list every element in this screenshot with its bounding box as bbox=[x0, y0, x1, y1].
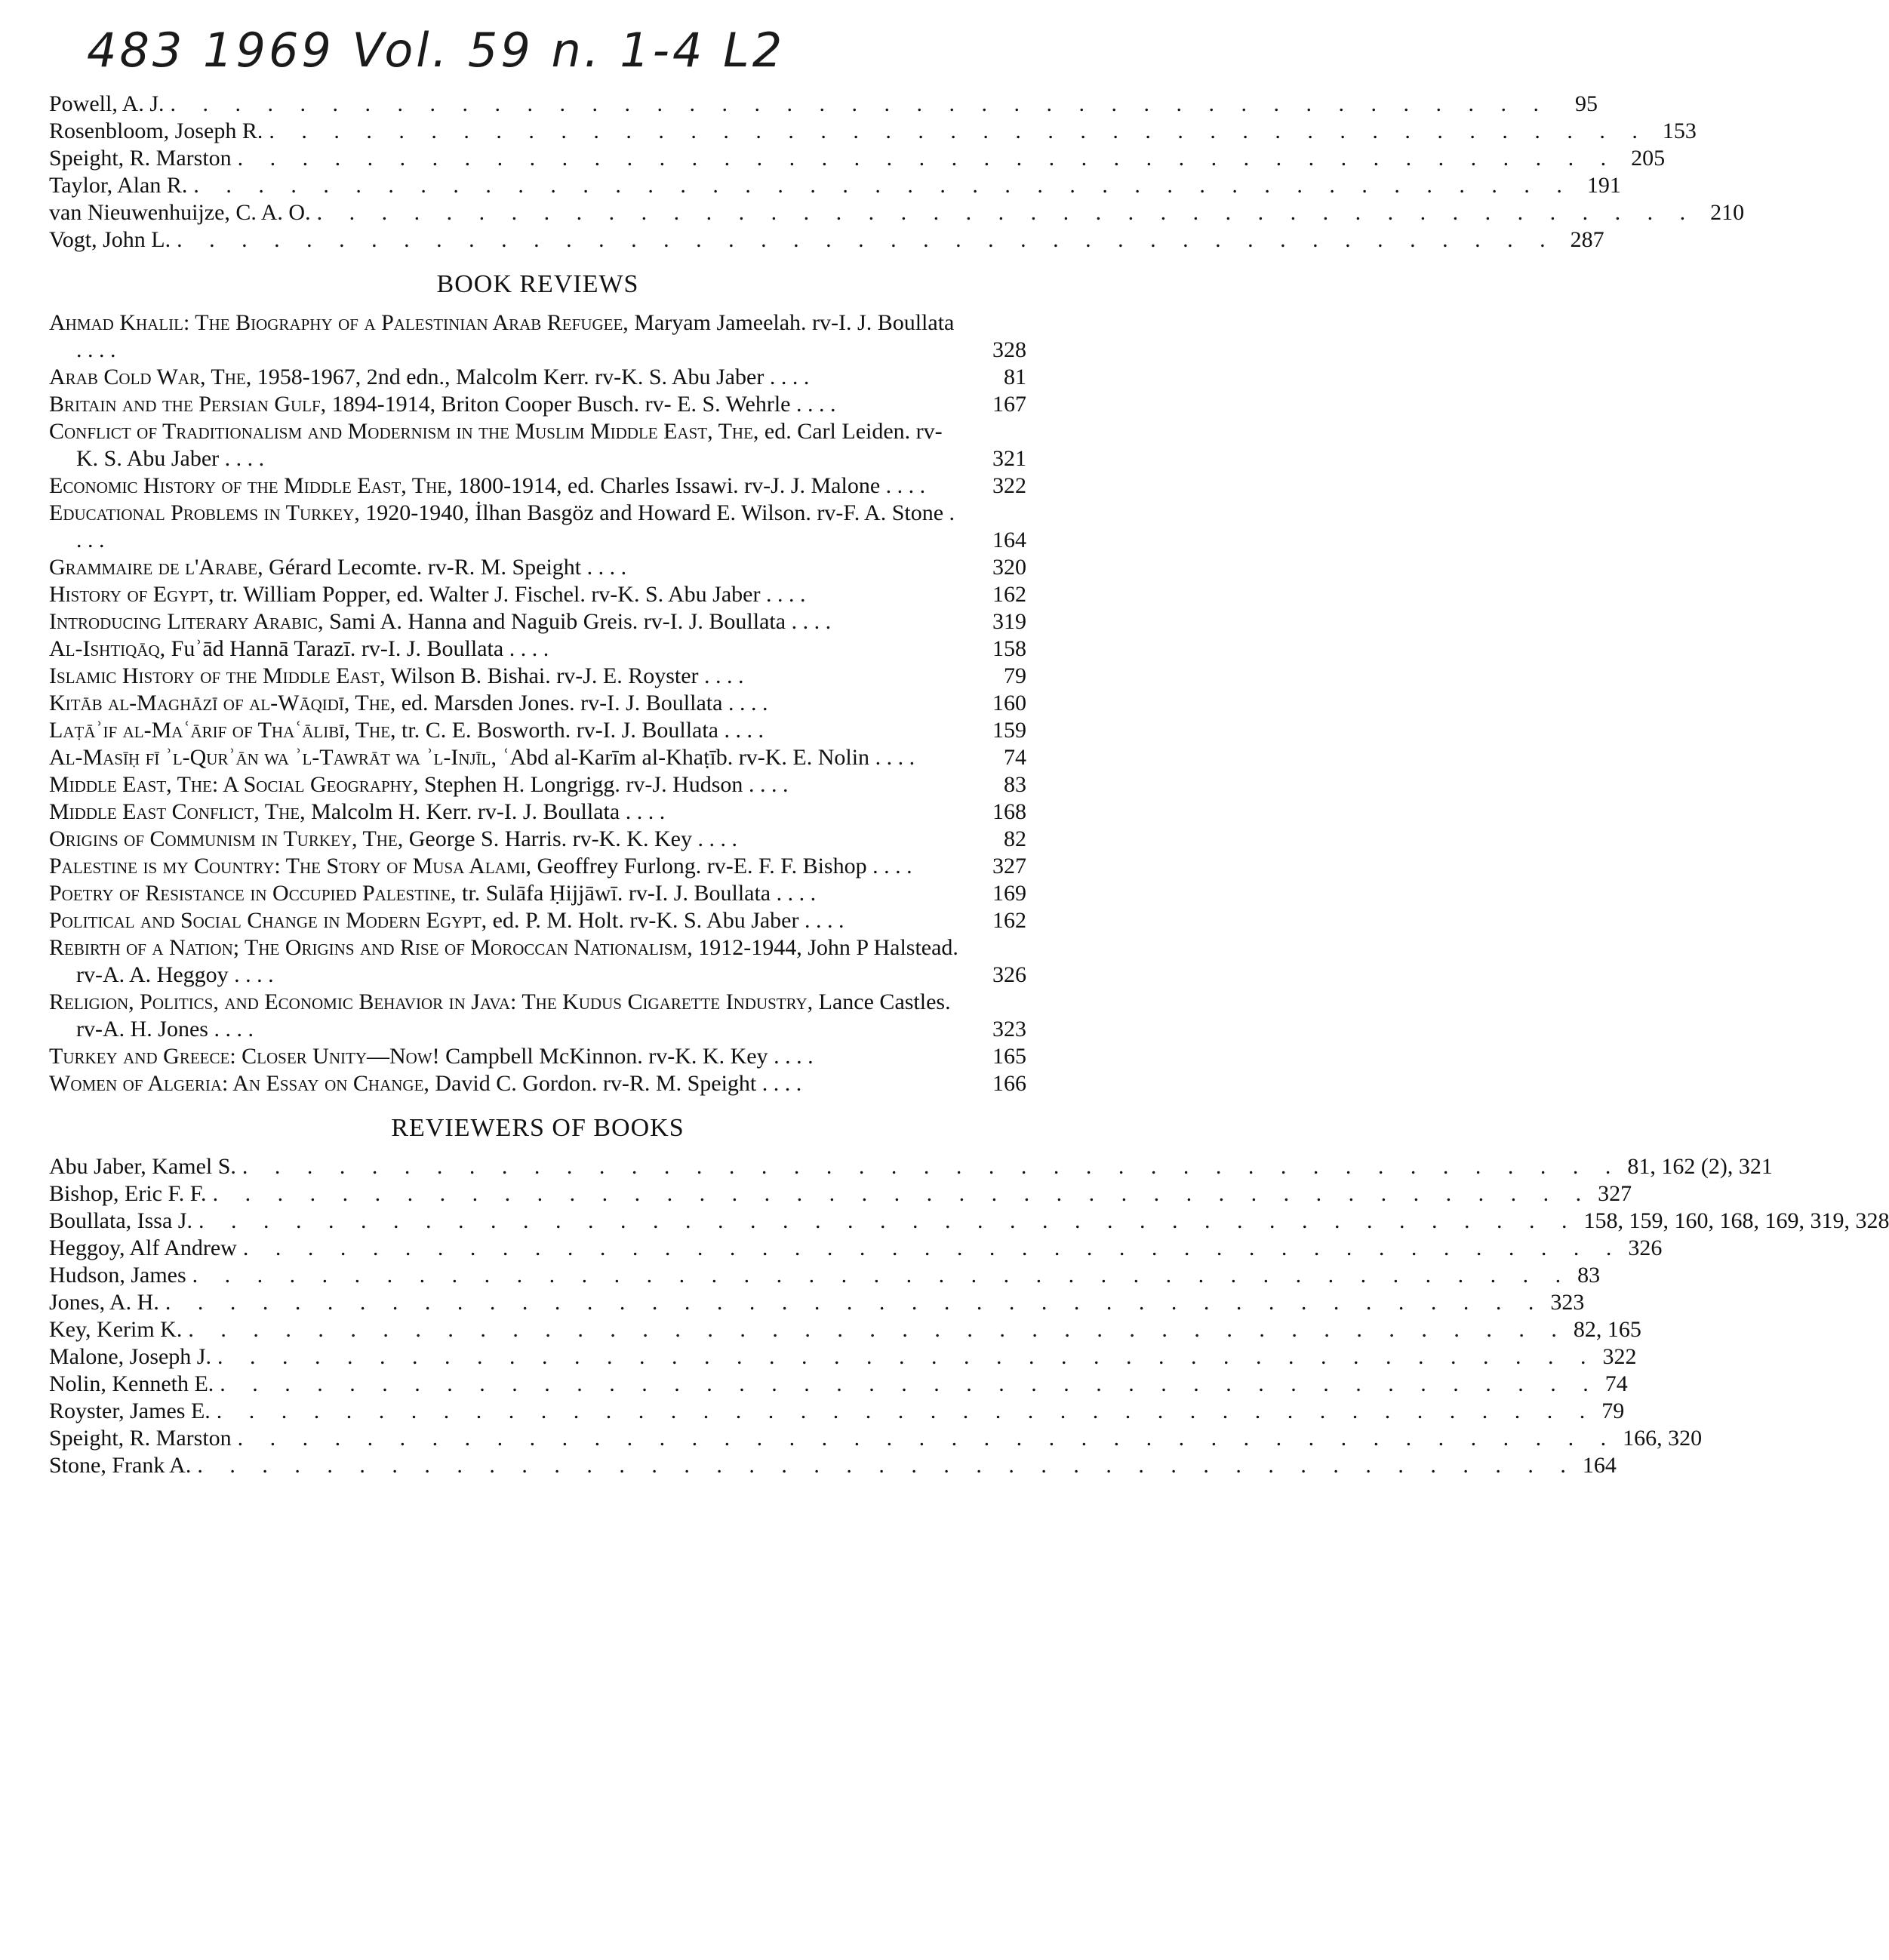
book-title: Rebirth of a Nation; The Origins and Rise of Moroccan Nationalism, bbox=[49, 935, 693, 960]
reviewer-entry bbox=[49, 1289, 1585, 1316]
review-details: ed. P. M. Holt. rv-K. S. Abu Jaber bbox=[492, 908, 799, 933]
review-entry bbox=[49, 989, 1026, 1043]
review-citation bbox=[49, 717, 978, 744]
book-title: Turkey and Greece: Closer Unity—Now! bbox=[49, 1044, 440, 1069]
leader-dots: . . . . bbox=[76, 337, 116, 362]
page-references: 83 bbox=[1577, 1263, 1601, 1288]
leader-dots: . . . . . . . . . . . . . . . . . . . . . . . . . . . . . . . . . . . . . . . . . . . bbox=[192, 1263, 1572, 1288]
page-number: 319 bbox=[992, 609, 1026, 634]
leader-dots: . . . . . . . . . . . . . . . . . . . . . . . . . . . . . . . . . . . . . . . . . . . bbox=[237, 146, 1617, 171]
author-entry bbox=[49, 118, 1697, 145]
page-number: 158 bbox=[992, 636, 1026, 661]
book-title: Palestine is my Country: The Story of Musa Alami, bbox=[49, 854, 531, 878]
book-title: Ahmad Khalil: The Biography of a Palestinian Arab Refugee, bbox=[49, 310, 629, 335]
review-details: 1894-1914, Briton Cooper Busch. rv- E. S. Wehrle bbox=[331, 392, 791, 417]
reviewer-name: Key, Kerim K. bbox=[49, 1317, 183, 1342]
review-entry bbox=[49, 934, 1026, 989]
leader-dots: . . . . bbox=[880, 473, 926, 498]
reviewer-entry bbox=[49, 1398, 1625, 1425]
leader-dots: . . . . . . . . . . . . . . . . . . . . . . . . . . . . . . . . . . . . . . . . . . . bbox=[170, 91, 1550, 116]
authors-list bbox=[49, 91, 1745, 254]
page-number: 321 bbox=[992, 446, 1026, 471]
review-details: Sami A. Hanna and Naguib Greis. rv-I. J. Boullata bbox=[329, 609, 786, 634]
page-references: 74 bbox=[1604, 1371, 1628, 1396]
review-citation bbox=[49, 663, 978, 690]
reviewer-entry bbox=[49, 1425, 1703, 1452]
page-number: 191 bbox=[1586, 173, 1621, 198]
review-details: Lance Castles. rv-A. H. Jones bbox=[76, 989, 951, 1042]
book-reviews-heading: BOOK REVIEWS bbox=[436, 270, 639, 298]
leader-dots: . . . . . . . . . . . . . . . . . . . . . . . . . . . . . . . . . . . . . . . . . . . bbox=[197, 1453, 1577, 1478]
page-number: 95 bbox=[1575, 91, 1598, 116]
book-title: Al-Masīḥ fī ʾl-Qurʾān wa ʾl-Tawrāt wa ʾl-Injīl, bbox=[49, 745, 497, 770]
review-details: Wilson B. Bishai. rv-J. E. Royster bbox=[390, 663, 699, 688]
page-number: 168 bbox=[992, 799, 1026, 824]
book-title: Laṭāʾif al-Maʿārif of Thaʿālibī, The, bbox=[49, 718, 396, 743]
page-number: 287 bbox=[1570, 227, 1604, 252]
review-citation bbox=[49, 472, 978, 500]
page-number: 159 bbox=[992, 718, 1026, 743]
review-details: Stephen H. Longrigg. rv-J. Hudson bbox=[423, 772, 743, 797]
review-citation bbox=[49, 880, 978, 907]
page-number: 164 bbox=[992, 528, 1026, 552]
leader-dots: . . . . . . . . . . . . . . . . . . . . . . . . . . . . . . . . . . . . . . . . . . . bbox=[316, 200, 1697, 225]
book-title: Britain and the Persian Gulf, bbox=[49, 392, 327, 417]
review-citation bbox=[49, 690, 978, 717]
book-title: Kitāb al-Maghāzī of al-Wāqidī, The, bbox=[49, 691, 396, 715]
review-entry bbox=[49, 1043, 1026, 1070]
review-entry bbox=[49, 500, 1026, 554]
page-number: 210 bbox=[1710, 200, 1745, 225]
review-citation bbox=[49, 1043, 978, 1070]
index-content bbox=[49, 91, 1889, 1479]
review-entry bbox=[49, 663, 1026, 690]
page-references: 79 bbox=[1601, 1398, 1625, 1423]
review-details: tr. C. E. Bosworth. rv-I. J. Boullata bbox=[401, 718, 719, 743]
review-details: ed. Marsden Jones. rv-I. J. Boullata bbox=[401, 691, 723, 715]
review-citation bbox=[49, 364, 978, 391]
review-details: 1800-1914, ed. Charles Issawi. rv-J. J. Malone bbox=[458, 473, 881, 498]
leader-dots: . . . . bbox=[869, 745, 915, 770]
leader-dots: . . . . . . . . . . . . . . . . . . . . . . . . . . . . . . . . . . . . . . . . . . . bbox=[188, 1317, 1568, 1342]
page-number: 162 bbox=[992, 582, 1026, 607]
review-citation bbox=[49, 826, 978, 853]
book-title: Middle East Conflict, The, bbox=[49, 799, 306, 824]
leader-dots: . . . . bbox=[503, 636, 549, 661]
book-title: Educational Problems in Turkey, bbox=[49, 500, 360, 525]
review-details: Geoffrey Furlong. rv-E. F. F. Bishop bbox=[537, 854, 867, 878]
leader-dots: . . . . bbox=[760, 582, 806, 607]
review-details: George S. Harris. rv-K. K. Key bbox=[408, 826, 692, 851]
page-number: 160 bbox=[992, 691, 1026, 715]
author-entry bbox=[49, 199, 1745, 226]
leader-dots: . . . . . . . . . . . . . . . . . . . . . . . . . . . . . . . . . . . . . . . . . . . bbox=[217, 1344, 1597, 1369]
leader-dots: . . . . . . . . . . . . . . . . . . . . . . . . . . . . . . . . . . . . . . . . . . . bbox=[220, 1371, 1599, 1396]
review-entry bbox=[49, 826, 1026, 853]
review-details: 1958-1967, 2nd edn., Malcolm Kerr. rv-K. S. Abu Jaber bbox=[257, 365, 765, 389]
page-number: 169 bbox=[992, 881, 1026, 906]
leader-dots: . . . . bbox=[756, 1071, 802, 1096]
author-name: Taylor, Alan R. bbox=[49, 173, 188, 198]
review-entry bbox=[49, 472, 1026, 500]
page-references: 81, 162 (2), 321 bbox=[1627, 1154, 1773, 1179]
leader-dots: . . . . bbox=[698, 663, 744, 688]
leader-dots: . . . . bbox=[691, 826, 737, 851]
page-references: 326 bbox=[1628, 1235, 1663, 1260]
page-references: 164 bbox=[1582, 1453, 1617, 1478]
reviewer-name: Malone, Joseph J. bbox=[49, 1344, 211, 1369]
review-citation bbox=[49, 907, 978, 934]
author-name: Speight, R. Marston bbox=[49, 146, 232, 171]
author-name: Rosenbloom, Joseph R. bbox=[49, 118, 263, 143]
review-citation bbox=[49, 1070, 978, 1097]
leader-dots: . . . . bbox=[798, 908, 845, 933]
reviewer-name: Hudson, James bbox=[49, 1263, 186, 1288]
page-number: 327 bbox=[992, 854, 1026, 878]
page-number: 320 bbox=[992, 555, 1026, 580]
book-title: Religion, Politics, and Economic Behavior in Java: The Kudus Cigarette Industry, bbox=[49, 989, 814, 1014]
review-citation bbox=[49, 309, 978, 364]
review-citation bbox=[49, 853, 978, 880]
review-citation bbox=[49, 771, 978, 798]
leader-dots: . . . . . . . . . . . . . . . . . . . . . . . . . . . . . . . . . . . . . . . . . . . bbox=[216, 1398, 1596, 1423]
page-references: 158, 159, 160, 168, 169, 319, 328 bbox=[1583, 1208, 1889, 1233]
review-details: ʿAbd al-Karīm al-Khaṭīb. rv-K. E. Nolin bbox=[502, 745, 870, 770]
leader-dots: . . . . . . . . . . . . . . . . . . . . . . . . . . . . . . . . . . . . . . . . . . . bbox=[269, 118, 1648, 143]
book-title: Women of Algeria: An Essay on Change, bbox=[49, 1071, 429, 1096]
review-entry bbox=[49, 391, 1026, 418]
leader-dots: . . . . bbox=[764, 365, 810, 389]
review-entry bbox=[49, 744, 1026, 771]
page-number: 82 bbox=[1004, 826, 1026, 851]
review-entry bbox=[49, 418, 1026, 472]
book-title: Islamic History of the Middle East, bbox=[49, 663, 386, 688]
review-details: Fuʾād Hannā Tarazī. rv-I. J. Boullata bbox=[171, 636, 504, 661]
leader-dots: . . . . . . . . . . . . . . . . . . . . . . . . . . . . . . . . . . . . . . . . . . . bbox=[237, 1426, 1617, 1451]
review-entry bbox=[49, 880, 1026, 907]
review-details: Gérard Lecomte. rv-R. M. Speight bbox=[269, 555, 582, 580]
page-number: 323 bbox=[992, 1017, 1026, 1042]
review-entry bbox=[49, 309, 1026, 364]
leader-dots: . . . . bbox=[768, 1044, 814, 1069]
page-number: 79 bbox=[1004, 663, 1026, 688]
reviewer-entry bbox=[49, 1343, 1637, 1371]
leader-dots: . . . . bbox=[786, 609, 832, 634]
reviewer-entry bbox=[49, 1180, 1632, 1208]
reviewer-entry bbox=[49, 1153, 1773, 1180]
review-entry bbox=[49, 364, 1026, 391]
book-title: Origins of Communism in Turkey, The, bbox=[49, 826, 404, 851]
leader-dots: . . . . . . . . . . . . . . . . . . . . . . . . . . . . . . . . . . . . . . . . . . . bbox=[212, 1181, 1592, 1206]
reviewer-entry bbox=[49, 1235, 1663, 1262]
leader-dots: . . . . bbox=[620, 799, 666, 824]
page-number: 166 bbox=[992, 1071, 1026, 1096]
page-number: 328 bbox=[992, 337, 1026, 362]
review-citation bbox=[49, 391, 978, 418]
page-number: 322 bbox=[992, 473, 1026, 498]
reviewer-entry bbox=[49, 1371, 1628, 1398]
book-title: Arab Cold War, The, bbox=[49, 365, 252, 389]
book-title: Conflict of Traditionalism and Modernism in the Muslim Middle East, The, bbox=[49, 419, 759, 444]
book-reviews-list bbox=[49, 309, 1026, 1097]
review-citation bbox=[49, 500, 978, 554]
page-references: 82, 165 bbox=[1573, 1317, 1641, 1342]
review-details: David C. Gordon. rv-R. M. Speight bbox=[435, 1071, 757, 1096]
leader-dots: . . . . bbox=[743, 772, 789, 797]
page-number: 81 bbox=[1004, 365, 1026, 389]
review-details: tr. Sulāfa Ḥijjāwī. rv-I. J. Boullata bbox=[462, 881, 771, 906]
page-references: 322 bbox=[1602, 1344, 1637, 1369]
reviewer-name: Jones, A. H. bbox=[49, 1290, 159, 1315]
page-number: 326 bbox=[992, 962, 1026, 987]
review-details: ed. Carl Leiden. rv-K. S. Abu Jaber bbox=[76, 419, 943, 471]
page-number: 167 bbox=[992, 392, 1026, 417]
reviewer-name: Boullata, Issa J. bbox=[49, 1208, 192, 1233]
leader-dots: . . . . bbox=[228, 962, 274, 987]
leader-dots: . . . . bbox=[866, 854, 912, 878]
review-citation bbox=[49, 608, 978, 635]
reviewer-name: Stone, Frank A. bbox=[49, 1453, 192, 1478]
review-details: 1912-1944, John P Halstead. rv-A. A. Heggoy bbox=[76, 935, 958, 987]
author-name: Powell, A. J. bbox=[49, 91, 165, 116]
book-title: Introducing Literary Arabic, bbox=[49, 609, 324, 634]
page-references: 323 bbox=[1550, 1290, 1585, 1315]
reviewer-entry bbox=[49, 1208, 1889, 1235]
leader-dots: . . . . bbox=[581, 555, 627, 580]
author-entry bbox=[49, 145, 1666, 172]
review-entry bbox=[49, 1070, 1026, 1097]
reviewer-name: Heggoy, Alf Andrew bbox=[49, 1235, 237, 1260]
review-entry bbox=[49, 608, 1026, 635]
author-entry bbox=[49, 172, 1621, 199]
review-entry bbox=[49, 717, 1026, 744]
review-entry bbox=[49, 690, 1026, 717]
author-name: Vogt, John L. bbox=[49, 227, 171, 252]
author-entry bbox=[49, 226, 1604, 254]
review-citation bbox=[49, 581, 978, 608]
reviewer-entry bbox=[49, 1452, 1617, 1479]
leader-dots: . . . . bbox=[718, 718, 765, 743]
review-entry bbox=[49, 635, 1026, 663]
review-citation bbox=[49, 635, 978, 663]
page-number: 83 bbox=[1004, 772, 1026, 797]
reviewers-heading: REVIEWERS OF BOOKS bbox=[391, 1114, 685, 1142]
review-entry bbox=[49, 581, 1026, 608]
review-details: Maryam Jameelah. rv-I. J. Boullata bbox=[634, 310, 955, 335]
leader-dots: . . . . . . . . . . . . . . . . . . . . . . . . . . . . . . . . . . . . . . . . . . . bbox=[193, 173, 1573, 198]
reviewer-name: Royster, James E. bbox=[49, 1398, 211, 1423]
page-number: 162 bbox=[992, 908, 1026, 933]
review-citation bbox=[49, 554, 978, 581]
reviewer-entry bbox=[49, 1262, 1601, 1289]
book-title: Al-Ishtiqāq, bbox=[49, 636, 166, 661]
book-title: Middle East, The: A Social Geography, bbox=[49, 772, 419, 797]
book-title: Political and Social Change in Modern Egypt, bbox=[49, 908, 488, 933]
page-number: 205 bbox=[1631, 146, 1666, 171]
page-references: 327 bbox=[1598, 1181, 1632, 1206]
review-entry bbox=[49, 771, 1026, 798]
reviewer-name: Speight, R. Marston bbox=[49, 1426, 232, 1451]
leader-dots: . . . . bbox=[208, 1017, 254, 1042]
review-citation bbox=[49, 989, 978, 1043]
reviewer-name: Bishop, Eric F. F. bbox=[49, 1181, 207, 1206]
review-citation bbox=[49, 934, 978, 989]
review-citation bbox=[49, 418, 978, 472]
reviewer-name: Nolin, Kenneth E. bbox=[49, 1371, 214, 1396]
reviewer-name: Abu Jaber, Kamel S. bbox=[49, 1154, 236, 1179]
review-details: Campbell McKinnon. rv-K. K. Key bbox=[445, 1044, 768, 1069]
review-details: Malcolm H. Kerr. rv-I. J. Boullata bbox=[311, 799, 620, 824]
leader-dots: . . . . . . . . . . . . . . . . . . . . . . . . . . . . . . . . . . . . . . . . . . . bbox=[242, 1235, 1623, 1260]
leader-dots: . . . . bbox=[76, 500, 955, 552]
page-number: 153 bbox=[1662, 118, 1697, 143]
review-citation bbox=[49, 744, 978, 771]
review-details: 1920-1940, İlhan Basgöz and Howard E. Wilson. rv-F. A. Stone bbox=[365, 500, 944, 525]
book-title: Grammaire de l'Arabe, bbox=[49, 555, 263, 580]
handwritten-call-number: 483 1969 Vol. 59 n. 1-4 L2 bbox=[87, 23, 786, 78]
author-name: van Nieuwenhuijze, C. A. O. bbox=[49, 200, 311, 225]
leader-dots: . . . . bbox=[771, 881, 817, 906]
leader-dots: . . . . . . . . . . . . . . . . . . . . . . . . . . . . . . . . . . . . . . . . . . . bbox=[177, 227, 1556, 252]
page-number: 74 bbox=[1004, 745, 1026, 770]
review-entry bbox=[49, 554, 1026, 581]
book-title: Poetry of Resistance in Occupied Palestine, bbox=[49, 881, 457, 906]
review-details: tr. William Popper, ed. Walter J. Fischel. rv-K. S. Abu Jaber bbox=[219, 582, 761, 607]
review-citation bbox=[49, 798, 978, 826]
review-entry bbox=[49, 907, 1026, 934]
leader-dots: . . . . bbox=[722, 691, 768, 715]
book-title: History of Egypt, bbox=[49, 582, 214, 607]
review-entry bbox=[49, 853, 1026, 880]
book-title: Economic History of the Middle East, The, bbox=[49, 473, 453, 498]
leader-dots: . . . . bbox=[790, 392, 836, 417]
reviewer-entry bbox=[49, 1316, 1641, 1343]
leader-dots: . . . . bbox=[219, 446, 265, 471]
leader-dots: . . . . . . . . . . . . . . . . . . . . . . . . . . . . . . . . . . . . . . . . . . . bbox=[242, 1154, 1622, 1179]
review-entry bbox=[49, 798, 1026, 826]
leader-dots: . . . . . . . . . . . . . . . . . . . . . . . . . . . . . . . . . . . . . . . . . . . bbox=[198, 1208, 1578, 1233]
page-references: 166, 320 bbox=[1623, 1426, 1703, 1451]
author-entry bbox=[49, 91, 1598, 118]
page-number: 165 bbox=[992, 1044, 1026, 1069]
leader-dots: . . . . . . . . . . . . . . . . . . . . . . . . . . . . . . . . . . . . . . . . . . . bbox=[165, 1290, 1545, 1315]
reviewers-list bbox=[49, 1153, 1889, 1479]
